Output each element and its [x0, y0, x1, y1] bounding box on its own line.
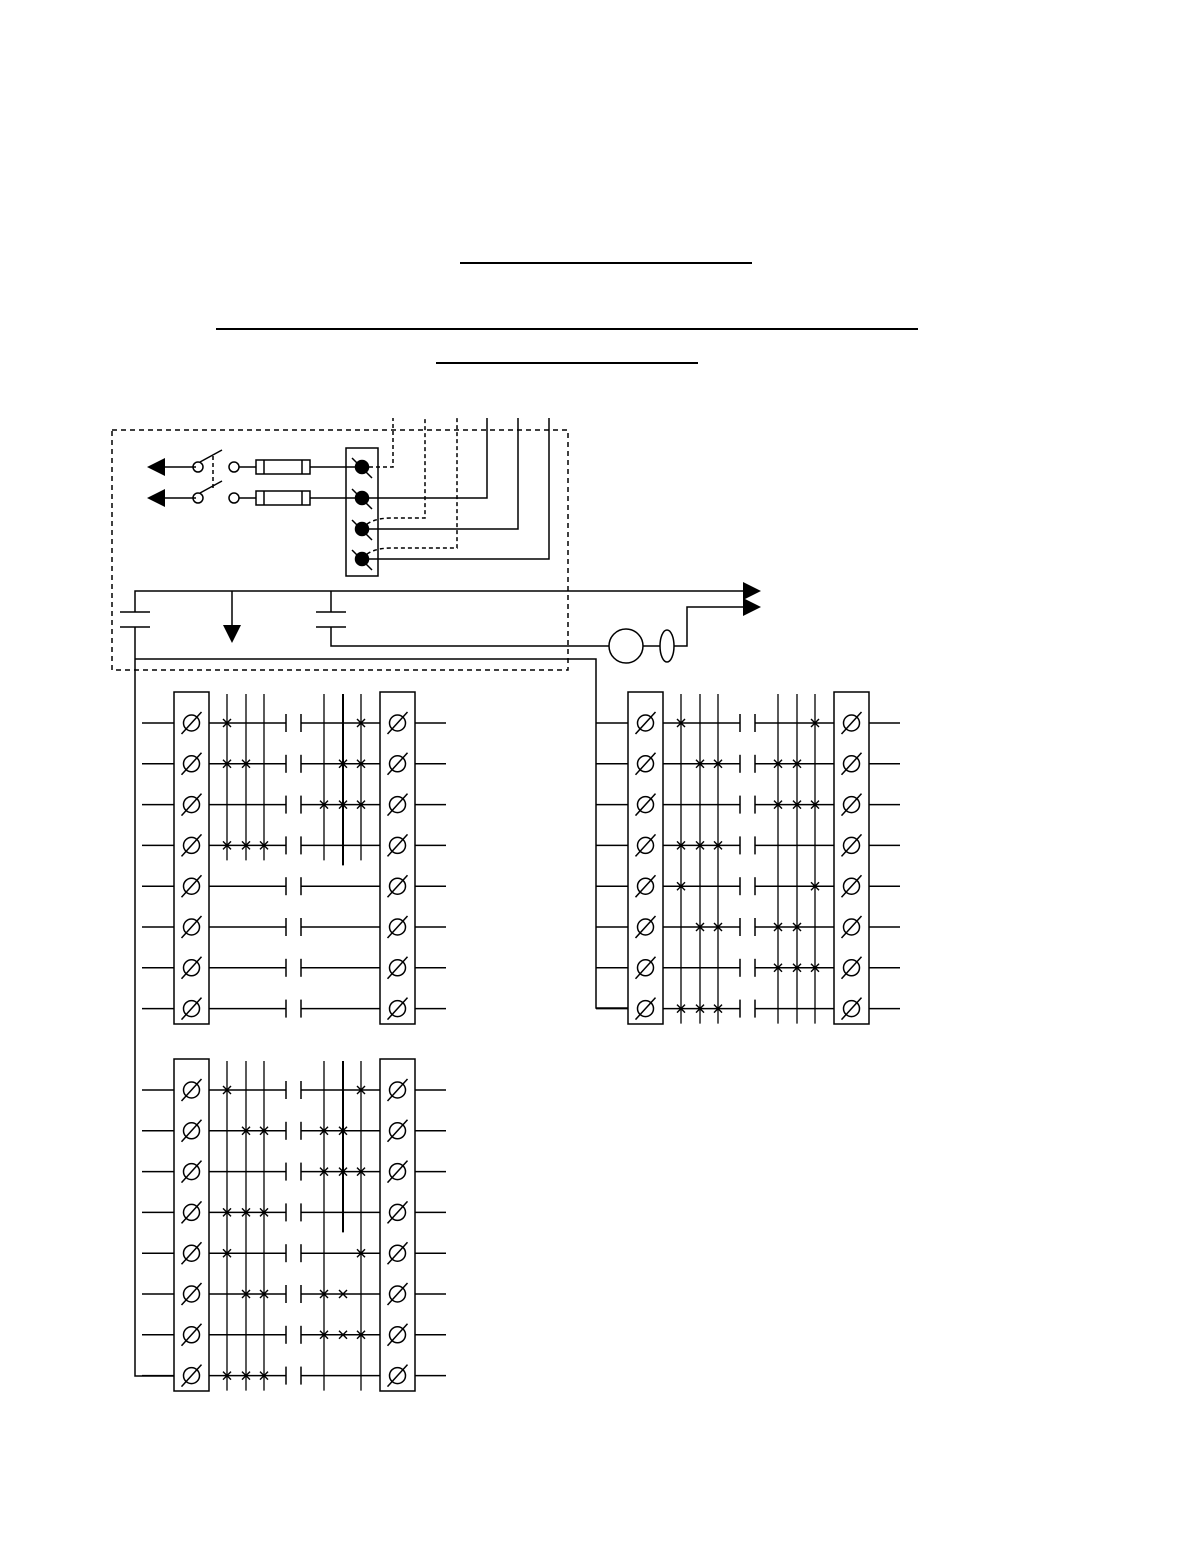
terminal-row — [142, 834, 446, 856]
terminal-row — [142, 1242, 446, 1264]
terminal-row — [142, 875, 446, 897]
lead-solid-3 — [362, 418, 549, 559]
terminal-block-left-lower — [142, 1059, 446, 1391]
terminal-row — [142, 794, 446, 816]
terminal-row — [596, 957, 900, 979]
terminal-row — [596, 834, 900, 856]
bus-top — [135, 591, 758, 612]
terminal-block-right — [596, 692, 900, 1024]
motor-symbol — [609, 629, 643, 663]
feeder-left — [135, 627, 174, 1376]
terminal-row — [142, 1283, 446, 1305]
terminal-row — [596, 875, 900, 897]
terminal-row — [142, 1120, 446, 1142]
lead-solid-2 — [362, 418, 518, 529]
terminal-row — [596, 794, 900, 816]
capacitor-1 — [120, 612, 150, 627]
terminal-row — [142, 753, 446, 775]
terminal-block-left-upper — [142, 692, 446, 1024]
terminal-row — [142, 1161, 446, 1183]
output-2 — [674, 607, 758, 646]
panel-enclosure — [112, 430, 568, 670]
switch-1 — [150, 450, 256, 472]
switch-2 — [150, 481, 256, 503]
terminal-dots — [356, 461, 369, 566]
terminal-row — [596, 712, 900, 734]
lead-dashed-3 — [362, 418, 457, 559]
terminal-row — [142, 998, 446, 1020]
terminal-block-groups — [142, 692, 900, 1391]
terminal-row — [142, 1201, 446, 1223]
coil-symbol — [660, 630, 674, 662]
terminal-row — [142, 916, 446, 938]
terminal-row — [142, 712, 446, 734]
control-panel — [112, 418, 758, 670]
terminal-row — [596, 998, 900, 1020]
terminal-row — [142, 1324, 446, 1346]
terminal-row — [142, 957, 446, 979]
capacitor-2 — [316, 591, 609, 646]
terminal-row — [142, 1079, 446, 1101]
terminal-row — [142, 1365, 446, 1387]
terminal-row — [596, 753, 900, 775]
terminal-row — [596, 916, 900, 938]
